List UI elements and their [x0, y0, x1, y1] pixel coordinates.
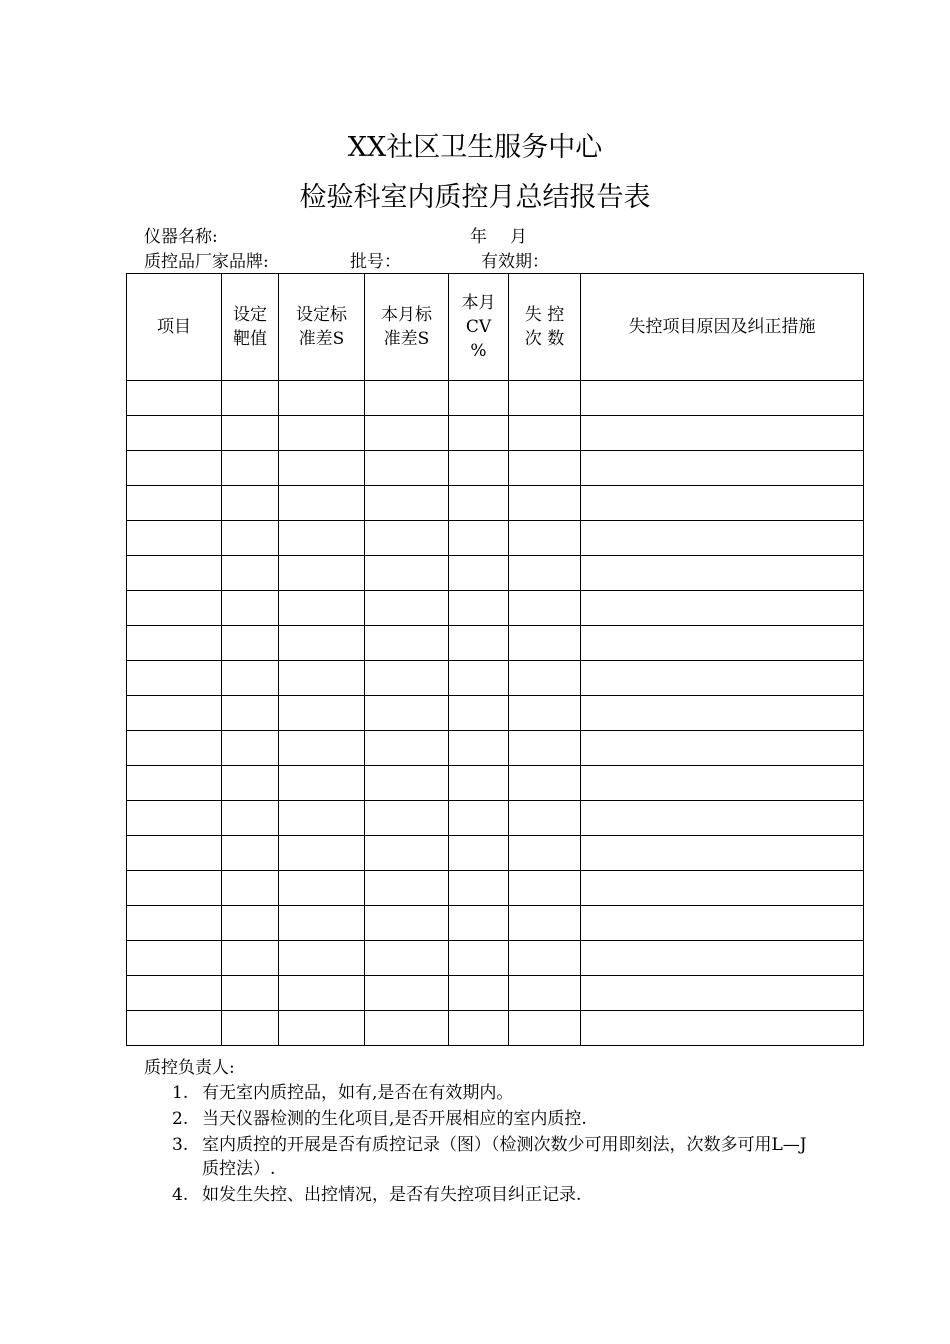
table-cell-col-out-of-control-count[interactable]	[509, 556, 581, 591]
note-item	[172, 1081, 812, 1105]
table-cell-col-cause-and-correction[interactable]	[581, 976, 864, 1011]
table-cell-col-item[interactable]	[127, 626, 222, 661]
table-cell-col-out-of-control-count[interactable]	[509, 521, 581, 556]
table-cell-col-cause-and-correction[interactable]	[581, 521, 864, 556]
table-cell-col-cause-and-correction[interactable]	[581, 451, 864, 486]
table-cell-col-out-of-control-count[interactable]	[509, 941, 581, 976]
table-cell-col-cause-and-correction[interactable]	[581, 731, 864, 766]
table-cell-col-out-of-control-count[interactable]	[509, 906, 581, 941]
qc-brand-label: 质控品厂家品牌:	[144, 252, 269, 272]
table-cell-col-cause-and-correction[interactable]	[581, 1011, 864, 1046]
month-label: 月	[510, 227, 527, 247]
table-cell-col-out-of-control-count[interactable]	[509, 661, 581, 696]
table-cell-col-cause-and-correction[interactable]	[581, 626, 864, 661]
table-cell-col-set-sd[interactable]	[279, 801, 365, 836]
table-cell-col-out-of-control-count[interactable]	[509, 486, 581, 521]
expiry-date-label: 有效期：	[481, 252, 549, 272]
table-cell-col-set-sd[interactable]	[279, 871, 365, 906]
table-cell-col-month-cv[interactable]	[449, 661, 509, 696]
table-cell-col-target-value[interactable]	[222, 836, 279, 871]
header-line: 准差S	[383, 329, 430, 349]
table-cell-col-month-cv[interactable]	[449, 906, 509, 941]
table-row	[127, 416, 864, 451]
table-row	[127, 836, 864, 871]
table-cell-col-cause-and-correction[interactable]	[581, 871, 864, 906]
table-cell-col-set-sd[interactable]	[279, 556, 365, 591]
table-cell-col-month-cv[interactable]	[449, 451, 509, 486]
header-col-target-value	[222, 274, 279, 381]
table-cell-col-out-of-control-count[interactable]	[509, 1011, 581, 1046]
table-cell-col-out-of-control-count[interactable]	[509, 836, 581, 871]
table-row	[127, 556, 864, 591]
table-cell-col-month-sd[interactable]	[365, 381, 449, 416]
table-row	[127, 626, 864, 661]
table-cell-col-set-sd[interactable]	[279, 486, 365, 521]
table-cell-col-cause-and-correction[interactable]	[581, 801, 864, 836]
table-row	[127, 801, 864, 836]
table-cell-col-item[interactable]	[127, 556, 222, 591]
table-cell-col-set-sd[interactable]	[279, 941, 365, 976]
table-cell-col-month-sd[interactable]	[365, 731, 449, 766]
year-label: 年	[470, 227, 487, 247]
instrument-name-label: 仪器名称:	[144, 227, 218, 247]
table-cell-col-target-value[interactable]	[222, 626, 279, 661]
table-cell-col-target-value[interactable]	[222, 766, 279, 801]
table-cell-col-target-value[interactable]	[222, 941, 279, 976]
table-cell-col-month-cv[interactable]	[449, 731, 509, 766]
header-col-month-cv	[449, 274, 509, 381]
table-cell-col-month-cv[interactable]	[449, 801, 509, 836]
header-line: 本月标	[381, 305, 432, 325]
table-cell-col-item[interactable]	[127, 486, 222, 521]
table-cell-col-month-cv[interactable]	[449, 416, 509, 451]
table-cell-col-cause-and-correction[interactable]	[581, 906, 864, 941]
table-row	[127, 521, 864, 556]
table-cell-col-set-sd[interactable]	[279, 766, 365, 801]
table-cell-col-month-cv[interactable]	[449, 941, 509, 976]
table-cell-col-target-value[interactable]	[222, 381, 279, 416]
table-cell-col-cause-and-correction[interactable]	[581, 766, 864, 801]
table-row	[127, 766, 864, 801]
table-cell-col-cause-and-correction[interactable]	[581, 486, 864, 521]
table-cell-col-month-sd[interactable]	[365, 626, 449, 661]
header-line: 失控项目原因及纠正措施	[628, 317, 816, 337]
table-cell-col-month-sd[interactable]	[365, 591, 449, 626]
table-cell-col-month-sd[interactable]	[365, 556, 449, 591]
table-cell-col-target-value[interactable]	[222, 731, 279, 766]
table-cell-col-month-cv[interactable]	[449, 871, 509, 906]
table-cell-col-item[interactable]	[127, 696, 222, 731]
table-cell-col-target-value[interactable]	[222, 521, 279, 556]
table-cell-col-cause-and-correction[interactable]	[581, 941, 864, 976]
table-row	[127, 486, 864, 521]
table-cell-col-cause-and-correction[interactable]	[581, 661, 864, 696]
table-cell-col-set-sd[interactable]	[279, 521, 365, 556]
note-text: 室内质控的开展是否有质控记录（图）（检测次数少可用即刻法，次数多可用L—J质控法）.	[202, 1135, 807, 1179]
table-cell-col-target-value[interactable]	[222, 591, 279, 626]
table-cell-col-month-sd[interactable]	[365, 696, 449, 731]
table-cell-col-month-sd[interactable]	[365, 521, 449, 556]
table-cell-col-out-of-control-count[interactable]	[509, 591, 581, 626]
table-cell-col-month-cv[interactable]	[449, 486, 509, 521]
table-cell-col-item[interactable]	[127, 906, 222, 941]
table-cell-col-item[interactable]	[127, 801, 222, 836]
table-cell-col-item[interactable]	[127, 416, 222, 451]
table-cell-col-out-of-control-count[interactable]	[509, 871, 581, 906]
table-cell-col-set-sd[interactable]	[279, 731, 365, 766]
table-row	[127, 591, 864, 626]
table-cell-col-target-value[interactable]	[222, 451, 279, 486]
header-line: 设定标	[296, 305, 347, 325]
table-cell-col-month-sd[interactable]	[365, 871, 449, 906]
table-cell-col-item[interactable]	[127, 976, 222, 1011]
table-row	[127, 1011, 864, 1046]
table-cell-col-month-cv[interactable]	[449, 626, 509, 661]
table-cell-col-out-of-control-count[interactable]	[509, 626, 581, 661]
table-cell-col-cause-and-correction[interactable]	[581, 381, 864, 416]
table-cell-col-month-cv[interactable]	[449, 766, 509, 801]
table-row	[127, 451, 864, 486]
table-cell-col-set-sd[interactable]	[279, 976, 365, 1011]
table-cell-col-set-sd[interactable]	[279, 836, 365, 871]
table-cell-col-cause-and-correction[interactable]	[581, 416, 864, 451]
table-cell-col-set-sd[interactable]	[279, 1011, 365, 1046]
table-cell-col-out-of-control-count[interactable]	[509, 451, 581, 486]
table-cell-col-target-value[interactable]	[222, 661, 279, 696]
note-text: 如发生失控、出控情况，是否有失控项目纠正记录.	[202, 1185, 582, 1205]
table-cell-col-out-of-control-count[interactable]	[509, 801, 581, 836]
table-cell-col-target-value[interactable]	[222, 906, 279, 941]
table-cell-col-target-value[interactable]	[222, 416, 279, 451]
note-text: 当天仪器检测的生化项目,是否开展相应的室内质控.	[202, 1109, 587, 1129]
header-line: 失 控	[524, 305, 565, 325]
header-col-out-of-control-count	[509, 274, 581, 381]
batch-number-label: 批号：	[350, 252, 401, 272]
table-row	[127, 381, 864, 416]
table-cell-col-target-value[interactable]	[222, 976, 279, 1011]
table-cell-col-month-cv[interactable]	[449, 381, 509, 416]
table-cell-col-target-value[interactable]	[222, 486, 279, 521]
table-cell-col-out-of-control-count[interactable]	[509, 696, 581, 731]
table-cell-col-set-sd[interactable]	[279, 906, 365, 941]
table-cell-col-month-cv[interactable]	[449, 1011, 509, 1046]
table-row	[127, 731, 864, 766]
note-number: 4.	[172, 1185, 189, 1205]
table-cell-col-cause-and-correction[interactable]	[581, 556, 864, 591]
table-row	[127, 906, 864, 941]
header-line: %	[470, 341, 487, 361]
table-cell-col-set-sd[interactable]	[279, 416, 365, 451]
table-header-row	[127, 274, 864, 381]
table-cell-col-month-sd[interactable]	[365, 451, 449, 486]
table-cell-col-set-sd[interactable]	[279, 591, 365, 626]
table-cell-col-month-sd[interactable]	[365, 976, 449, 1011]
table-cell-col-month-sd[interactable]	[365, 801, 449, 836]
note-item	[172, 1133, 812, 1181]
table-cell-col-target-value[interactable]	[222, 871, 279, 906]
table-row	[127, 941, 864, 976]
qc-summary-table	[126, 273, 864, 1046]
table-cell-col-out-of-control-count[interactable]	[509, 416, 581, 451]
header-col-month-sd	[365, 274, 449, 381]
note-number: 2.	[172, 1109, 189, 1129]
table-cell-col-out-of-control-count[interactable]	[509, 766, 581, 801]
table-cell-col-item[interactable]	[127, 941, 222, 976]
table-cell-col-item[interactable]	[127, 766, 222, 801]
table-cell-col-month-sd[interactable]	[365, 416, 449, 451]
header-line: CV	[465, 317, 492, 337]
table-cell-col-item[interactable]	[127, 1011, 222, 1046]
table-cell-col-item[interactable]	[127, 661, 222, 696]
header-col-set-sd	[279, 274, 365, 381]
table-cell-col-target-value[interactable]	[222, 696, 279, 731]
header-line: 本月	[461, 293, 496, 313]
table-cell-col-month-sd[interactable]	[365, 941, 449, 976]
table-cell-col-month-cv[interactable]	[449, 556, 509, 591]
table-cell-col-month-cv[interactable]	[449, 696, 509, 731]
header-line: 靶值	[233, 329, 267, 349]
note-text: 有无室内质控品，如有,是否在有效期内。	[202, 1083, 514, 1103]
table-cell-col-month-cv[interactable]	[449, 521, 509, 556]
table-cell-col-month-sd[interactable]	[365, 1011, 449, 1046]
table-cell-col-cause-and-correction[interactable]	[581, 591, 864, 626]
table-cell-col-set-sd[interactable]	[279, 661, 365, 696]
table-cell-col-out-of-control-count[interactable]	[509, 731, 581, 766]
checklist-notes	[172, 1081, 812, 1209]
header-line: 项目	[157, 317, 191, 337]
table-cell-col-item[interactable]	[127, 451, 222, 486]
header-line: 设定	[233, 305, 267, 325]
table-row	[127, 661, 864, 696]
table-cell-col-month-sd[interactable]	[365, 661, 449, 696]
table-cell-col-item[interactable]	[127, 731, 222, 766]
note-number: 1.	[172, 1083, 189, 1103]
table-cell-col-month-sd[interactable]	[365, 486, 449, 521]
header-line: 准差S	[298, 329, 345, 349]
center-name-title: XX社区卫生服务中心	[347, 132, 603, 163]
table-cell-col-item[interactable]	[127, 381, 222, 416]
table-row	[127, 696, 864, 731]
table-cell-col-item[interactable]	[127, 591, 222, 626]
table-cell-col-month-cv[interactable]	[449, 836, 509, 871]
table-cell-col-month-sd[interactable]	[365, 766, 449, 801]
note-item	[172, 1183, 812, 1207]
table-cell-col-set-sd[interactable]	[279, 626, 365, 661]
table-cell-col-target-value[interactable]	[222, 801, 279, 836]
note-number: 3.	[172, 1135, 189, 1155]
table-cell-col-month-cv[interactable]	[449, 591, 509, 626]
table-cell-col-cause-and-correction[interactable]	[581, 696, 864, 731]
table-cell-col-set-sd[interactable]	[279, 381, 365, 416]
table-cell-col-month-sd[interactable]	[365, 836, 449, 871]
table-cell-col-set-sd[interactable]	[279, 696, 365, 731]
header-line: 次 数	[524, 329, 565, 349]
table-cell-col-item[interactable]	[127, 521, 222, 556]
qc-responsible-label: 质控负责人:	[144, 1058, 235, 1078]
header-col-item	[127, 274, 222, 381]
note-item	[172, 1107, 812, 1131]
table-cell-col-out-of-control-count[interactable]	[509, 976, 581, 1011]
table-row	[127, 976, 864, 1011]
table-cell-col-target-value[interactable]	[222, 1011, 279, 1046]
report-title: 检验科室内质控月总结报告表	[299, 182, 651, 213]
table-cell-col-cause-and-correction[interactable]	[581, 836, 864, 871]
table-cell-col-item[interactable]	[127, 836, 222, 871]
table-row	[127, 871, 864, 906]
header-col-cause-and-correction	[581, 274, 864, 381]
table-cell-col-item[interactable]	[127, 871, 222, 906]
table-cell-col-month-sd[interactable]	[365, 906, 449, 941]
table-cell-col-out-of-control-count[interactable]	[509, 381, 581, 416]
table-cell-col-target-value[interactable]	[222, 556, 279, 591]
table-cell-col-set-sd[interactable]	[279, 451, 365, 486]
table-cell-col-month-cv[interactable]	[449, 976, 509, 1011]
